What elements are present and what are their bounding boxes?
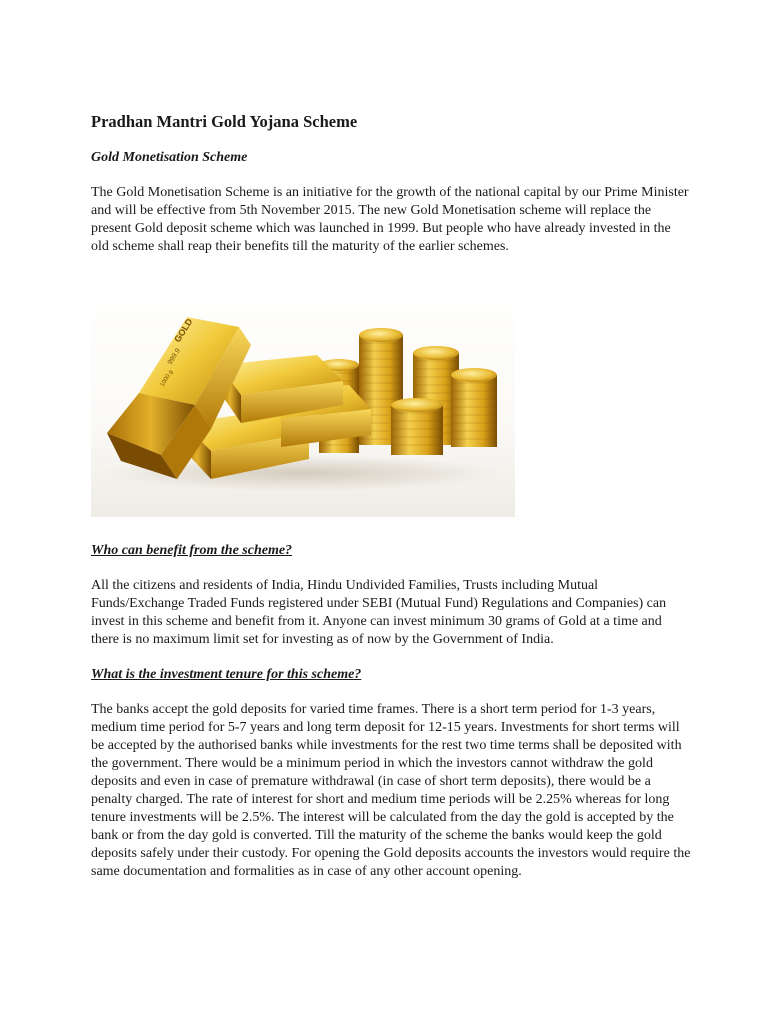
section-heading-tenure: What is the investment tenure for this scheme? — [91, 667, 362, 682]
bar-label-mid: 999.9 — [166, 347, 182, 367]
document-title: Pradhan Mantri Gold Yojana Scheme — [91, 112, 358, 131]
document-subtitle: Gold Monetisation Scheme — [91, 150, 248, 165]
bar-label-top: GOLD — [172, 316, 195, 345]
tenure-paragraph: The banks accept the gold deposits for varied time frames. There is a short term period for 1-3 years, medium time period for 5-7 years and long term deposit for 12-15 years. Investments for short terms will be accepted by the authorised banks while investments for the rest two time terms shall be deposited with the government. There would be a minimum period in which the investors cannot withdraw the gold deposits and even in case of premature withdrawal (in case of short term deposits), there would be a penalty charged. The rate of interest for short and medium time periods will be 2.25% whereas for long tenure investments will be 2.5%. The interest will be calculated from the day the gold is accepted by the bank or from the day gold is converted. Till the maturity of the scheme the banks would keep the gold deposits safely under their custody. For opening the Gold deposits accounts the investors would require the same documentation and formalities as in case of any other account opening. — [91, 702, 691, 879]
document-page — [91, 112, 691, 881]
gold-bars — [107, 316, 371, 479]
section-heading-benefit: Who can benefit from the scheme? — [91, 543, 293, 558]
bar-label-bottom: 1000 g — [159, 369, 175, 389]
gold-bars-and-coins-photo — [91, 273, 515, 517]
benefit-paragraph: All the citizens and residents of India, Hindu Undivided Families, Trusts including Mutual Funds/Exchange Traded Funds registered under SEBI (Mutual Fund) Regulations and Companies) can invest in this scheme and benefit from it. Anyone can invest minimum 30 grams of Gold at a time and there is no maximum limit set for investing as of now by the Government of India. — [91, 578, 667, 647]
intro-paragraph: The Gold Monetisation Scheme is an initiative for the growth of the national capital by our Prime Minister and will be effective from 5th November 2015. The new Gold Monetisation scheme will replace the present Gold deposit scheme which was launched in 1999. But people who have already invested in the old scheme shall reap their benefits till the maturity of the earlier schemes. — [91, 185, 689, 254]
gold-image-svg — [91, 273, 515, 517]
